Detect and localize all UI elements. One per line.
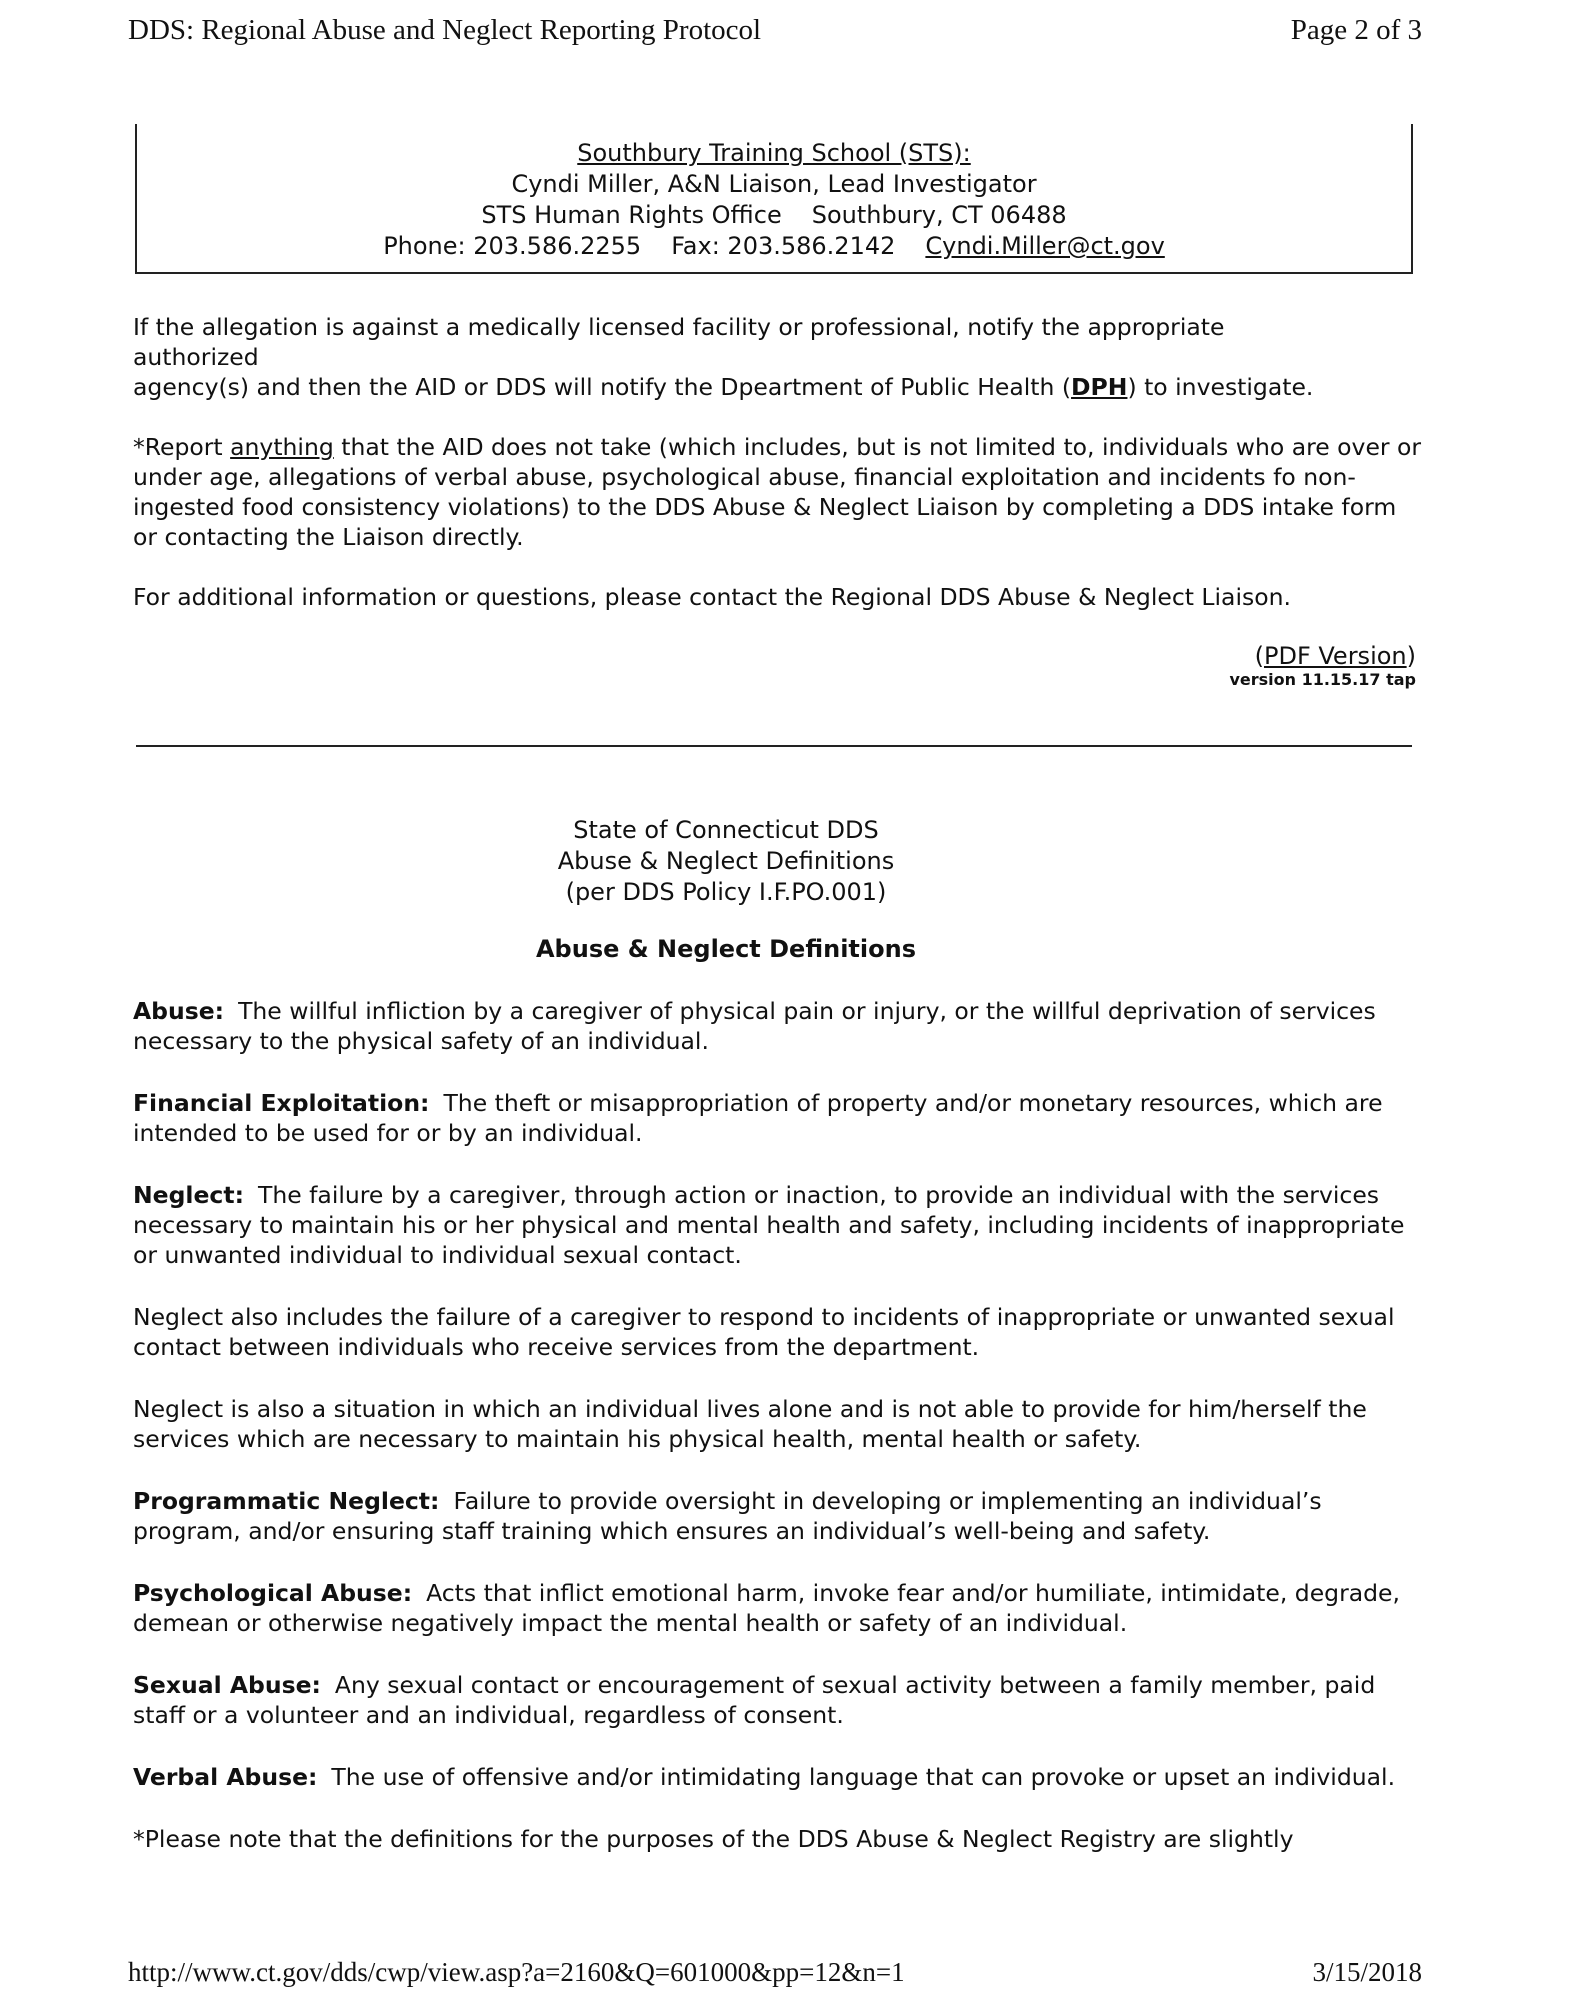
definition-verbal-abuse <box>133 1762 1423 1792</box>
definition-programmatic-neglect <box>133 1486 1423 1546</box>
paragraph-line <box>133 372 1423 402</box>
medical-facility-paragraph <box>133 312 1423 402</box>
contact-location: Southbury, CT 06488 <box>811 201 1067 229</box>
definition-financial-exploitation <box>133 1088 1423 1148</box>
pdf-version-link[interactable]: PDF Version <box>1263 642 1407 670</box>
definitions-heading: Abuse & Neglect Definitions <box>535 935 916 963</box>
paragraph-line: authorized <box>133 343 259 371</box>
definition-psychological-abuse <box>133 1578 1423 1638</box>
definitions-header-line2: Abuse & Neglect Definitions <box>557 847 895 875</box>
paren: ) <box>1406 642 1416 670</box>
paragraph-text: ) to investigate. <box>1127 373 1314 401</box>
pdf-version-block <box>1229 642 1416 690</box>
definition-neglect-lives-alone <box>133 1394 1423 1454</box>
definition-text: Any sexual contact or encouragement of sexual activity between a family member, paid staff or a volunteer and an individual, regardless of consent. <box>133 1671 1376 1729</box>
contact-office: STS Human Rights Office <box>481 201 782 229</box>
definition-neglect-also-includes <box>133 1302 1423 1362</box>
definition-abuse <box>133 996 1423 1056</box>
body-paragraphs <box>133 312 1423 642</box>
definition-text: The theft or misappropriation of property and/or monetary resources, which are intended to be used for or by an individual. <box>133 1089 1383 1147</box>
definition-sexual-abuse <box>133 1670 1423 1730</box>
section-divider <box>136 745 1412 747</box>
definition-text: The use of offensive and/or intimidating language that can provoke or upset an individual. <box>331 1763 1396 1791</box>
paren: ( <box>1254 642 1264 670</box>
definition-term: Financial Exploitation: <box>133 1089 430 1117</box>
definitions-header-line1: State of Connecticut DDS <box>573 816 879 844</box>
paragraph-text: *Report <box>133 433 231 461</box>
definition-text: Neglect also includes the failure of a caregiver to respond to incidents of inappropriate or unwanted sexual contact between individuals who receive services from the department. <box>133 1303 1395 1361</box>
print-date: 3/15/2018 <box>1312 1957 1422 1987</box>
definition-text: Acts that inflict emotional harm, invoke fear and/or humiliate, intimidate, degrade, demean or otherwise negatively impact the mental health or safety of an individual. <box>133 1579 1400 1637</box>
document-title: DDS: Regional Abuse and Neglect Reporting Protocol <box>128 14 762 46</box>
definition-term: Verbal Abuse: <box>133 1763 318 1791</box>
definitions-header <box>0 815 1582 965</box>
definition-text: The willful infliction by a caregiver of physical pain or injury, or the willful deprivation of services necessary to the physical safety of an individual. <box>133 997 1376 1055</box>
definition-text: The failure by a caregiver, through action or inaction, to provide an individual with the services necessary to maintain his or her physical and mental health and safety, including incidents of inappropriate or unwanted individual to individual sexual contact. <box>133 1181 1405 1269</box>
contact-name-role: Cyndi Miller, A&N Liaison, Lead Investigator <box>511 170 1037 198</box>
page-header <box>128 14 1422 54</box>
definition-neglect <box>133 1180 1423 1270</box>
definition-term: Psychological Abuse: <box>133 1579 413 1607</box>
definition-text: Failure to provide oversight in developing or implementing an individual’s program, and/or ensuring staff training which ensures an individual’s well-being and safety. <box>133 1487 1322 1545</box>
additional-info-paragraph: For additional information or questions, please contact the Regional DDS Abuse & Neglect Liaison. <box>133 583 1291 611</box>
page-footer <box>128 1957 1422 1993</box>
contact-fax: Fax: 203.586.2142 <box>671 232 896 260</box>
definition-text: Neglect is also a situation in which an individual lives alone and is not able to provide for him/herself the services which are necessary to maintain his physical health, mental health or safety. <box>133 1395 1367 1453</box>
contact-numbers <box>137 231 1411 262</box>
definition-term: Neglect: <box>133 1181 244 1209</box>
registry-note: *Please note that the definitions for the purposes of the DDS Abuse & Neglect Registry are slightly <box>133 1825 1294 1853</box>
source-url: http://www.ct.gov/dds/cwp/view.asp?a=2160&Q=601000&pp=12&n=1 <box>128 1957 905 1987</box>
definition-term: Abuse: <box>133 997 225 1025</box>
version-label: version 11.15.17 tap <box>1229 670 1416 689</box>
definitions-header-line3: (per DDS Policy I.F.PO.001) <box>565 878 887 906</box>
paragraph-text: that the AID does not take (which includes, but is not limited to, individuals who are over or under age, allegations of verbal abuse, psychological abuse, financial exploitation and incidents fo non-ingested food consistency violations) to the DDS Abuse & Neglect Liaison by completing a DDS intake form or contacting the Liaison directly. <box>133 433 1422 551</box>
contact-address <box>137 200 1411 231</box>
anything-link[interactable]: anything <box>230 433 334 461</box>
definitions-list <box>133 996 1423 1886</box>
page-indicator: Page 2 of 3 <box>1290 14 1422 46</box>
contact-phone: Phone: 203.586.2255 <box>383 232 642 260</box>
dph-link[interactable]: DPH <box>1071 373 1128 401</box>
definition-term: Programmatic Neglect: <box>133 1487 440 1515</box>
paragraph-line: If the allegation is against a medically licensed facility or professional, notify the appropriate <box>133 313 1225 341</box>
report-anything-paragraph <box>133 432 1423 552</box>
paragraph-text: agency(s) and then the AID or DDS will notify the Dpeartment of Public Health ( <box>133 373 1072 401</box>
facility-heading: Southbury Training School (STS): <box>577 139 971 167</box>
contact-email-link[interactable]: Cyndi.Miller@ct.gov <box>925 232 1165 260</box>
contact-box <box>135 124 1413 274</box>
definition-term: Sexual Abuse: <box>133 1671 321 1699</box>
